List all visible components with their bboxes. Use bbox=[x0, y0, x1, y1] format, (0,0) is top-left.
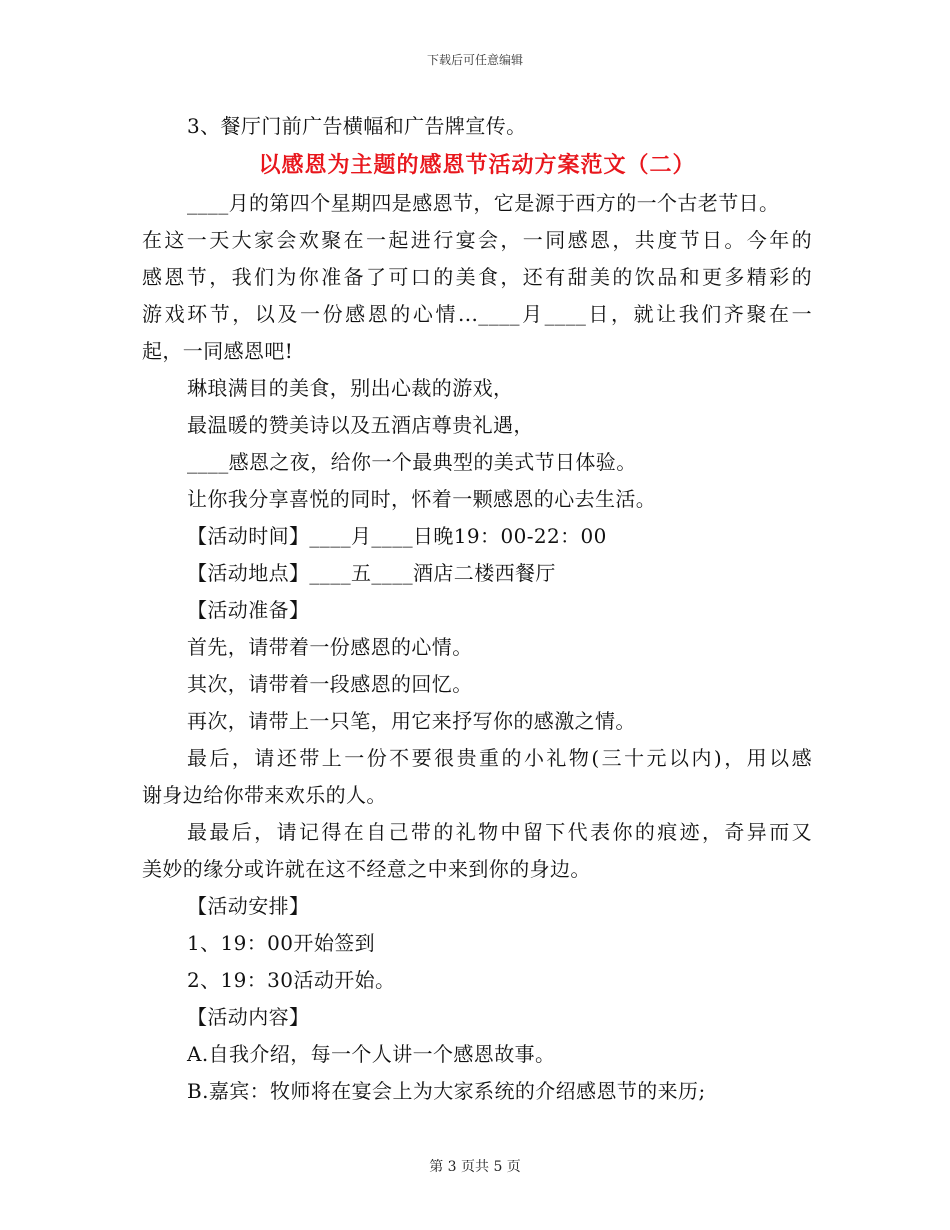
intro-line-1: ____月的第四个星期四是感恩节，它是源于西方的一个古老节日。 bbox=[187, 191, 780, 215]
intro-line-5: 起，一同感恩吧! bbox=[142, 339, 294, 363]
intro-line-3: 感恩节，我们为你准备了可口的美食，还有甜美的饮品和更多精彩的 bbox=[142, 265, 812, 289]
page-header: 下载后可任意编辑 bbox=[426, 53, 523, 67]
content-item-b: B.嘉宾：牧师将在宴会上为大家系统的介绍感恩节的来历; bbox=[187, 1079, 706, 1103]
prep-item-3: 再次，请带上一只笔，用它来抒写你的感激之情。 bbox=[187, 709, 636, 733]
activity-time: 【活动时间】____月____日晚19：00-22：00 bbox=[187, 524, 607, 548]
activity-schedule-heading: 【活动安排】 bbox=[187, 894, 310, 918]
activity-prep-heading: 【活动准备】 bbox=[187, 598, 310, 622]
document-body bbox=[142, 108, 812, 1110]
section-title: 以感恩为主题的感恩节活动方案范文（二） bbox=[258, 152, 696, 178]
verse-line-4: 让你我分享喜悦的同时，怀着一颗感恩的心去生活。 bbox=[187, 487, 657, 511]
page-footer: 第 3 页共 5 页 bbox=[429, 1159, 521, 1175]
intro-line-2: 在这一天大家会欢聚在一起进行宴会，一同感恩，共度节日。今年的 bbox=[142, 228, 812, 252]
intro-line-4: 游戏环节，以及一份感恩的心情...____月____日，就让我们齐聚在一 bbox=[142, 302, 812, 326]
prep-lastly-line-1: 最后，请还带上一份不要很贵重的小礼物(三十元以内)，用以感 bbox=[187, 746, 812, 770]
verse-line-1: 琳琅满目的美食，别出心裁的游戏， bbox=[187, 376, 514, 400]
schedule-item-1: 1、19：00开始签到 bbox=[187, 931, 376, 955]
prep-final-line-1: 最最后，请记得在自己带的礼物中留下代表你的痕迹，奇异而又 bbox=[187, 820, 812, 844]
prep-lastly-line-2: 谢身边给你带来欢乐的人。 bbox=[142, 783, 387, 807]
prep-final-line-2: 美妙的缘分或许就在这不经意之中来到你的身边。 bbox=[142, 857, 591, 881]
verse-line-2: 最温暖的赞美诗以及五酒店尊贵礼遇， bbox=[187, 413, 534, 437]
content-item-a: A.自我介绍，每一个人讲一个感恩故事。 bbox=[187, 1042, 556, 1066]
prep-item-1: 首先，请带着一份感恩的心情。 bbox=[187, 635, 473, 659]
prep-item-2: 其次，请带着一段感恩的回忆。 bbox=[187, 672, 473, 696]
paragraph-item-3: 3、餐厅门前广告横幅和广告牌宣传。 bbox=[187, 114, 527, 138]
activity-place: 【活动地点】____五____酒店二楼西餐厅 bbox=[187, 561, 556, 585]
schedule-item-2: 2、19：30活动开始。 bbox=[187, 968, 396, 992]
activity-content-heading: 【活动内容】 bbox=[187, 1005, 310, 1029]
verse-line-3: ____感恩之夜，给你一个最典型的美式节日体验。 bbox=[187, 450, 637, 474]
